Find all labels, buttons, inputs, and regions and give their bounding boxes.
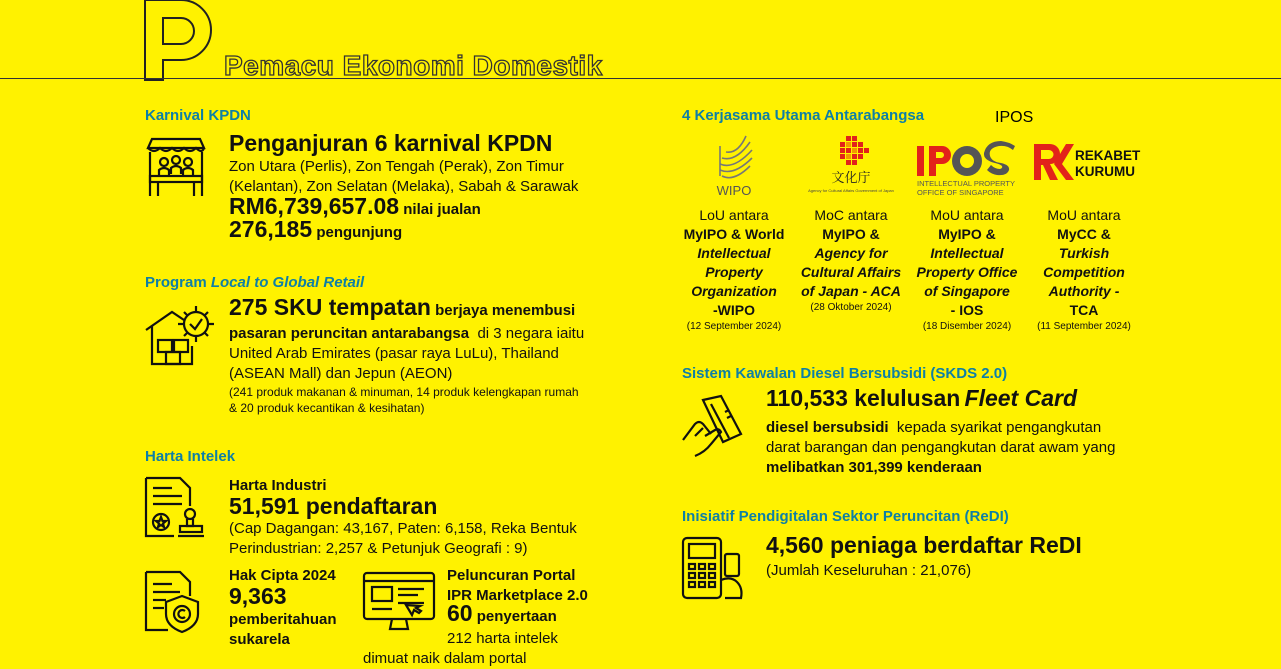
intl-item-date: (28 Oktober 2024) — [810, 302, 892, 313]
intl-item-l5: - IOS — [950, 302, 984, 318]
ipos-logo — [915, 109, 1034, 198]
aca-logo — [808, 134, 894, 198]
ip-portal-value: 60 — [447, 600, 473, 626]
intl-item-l5: -WIPO — [713, 302, 755, 318]
l2g-headline-rest: berjaya menembusi — [435, 302, 576, 319]
intl-item-l2: Agency for — [814, 245, 888, 261]
wipo-logo — [708, 132, 760, 198]
ip-portal-line2: dimuat naik dalam portal — [363, 650, 527, 667]
intl-item-l2: Intellectual — [930, 245, 1004, 261]
intl-item-tca — [1024, 206, 1144, 334]
skds-line1 — [766, 418, 1101, 438]
page-title: Pemacu Ekonomi Domestik — [224, 50, 603, 81]
section-title-l2g — [145, 274, 364, 291]
rekabet-logo-text2: KURUMU — [1075, 164, 1135, 179]
ip-copyright-line2: sukarela — [229, 631, 290, 648]
skds-line2: darat barangan dan pengangkutan darat awam yang — [766, 439, 1116, 456]
section-title-redi: Inisiatif Pendigitalan Sektor Peruncitan (ReDI) — [682, 508, 1009, 525]
l2g-line2 — [229, 324, 584, 344]
l2g-note-1: (241 produk makanan & minuman, 14 produk kelengkapan rumah — [229, 385, 579, 399]
karnival-visitors-value: 276,185 — [229, 216, 313, 242]
copyright-document-icon — [144, 570, 200, 634]
intl-item-type: MoU antara — [1047, 207, 1121, 223]
intl-item-l3: Competition — [1043, 264, 1125, 280]
skds-headline — [766, 385, 1078, 412]
intl-item-date: (18 Disember 2024) — [922, 321, 1012, 332]
l2g-line4: (ASEAN Mall) dan Jepun (AEON) — [229, 365, 453, 382]
intl-item-l1: MyIPO & World — [683, 226, 785, 242]
intl-item-l1: MyIPO & — [938, 226, 996, 242]
ip-portal-value-row — [447, 600, 557, 627]
ip-portal-label-1: Peluncuran Portal — [447, 567, 576, 584]
ip-industri-line1: (Cap Dagangan: 43,167, Paten: 6,158, Reka Bentuk — [229, 520, 577, 537]
skds-line3: melibatkan 301,399 kenderaan — [766, 459, 982, 476]
intl-item-l3: Property Office — [916, 264, 1018, 280]
skds-line1-bold: diesel bersubsidi — [766, 419, 889, 436]
l2g-line3: United Arab Emirates (pasar raya LuLu), Thailand — [229, 345, 559, 362]
section-title-ip: Harta Intelek — [145, 448, 236, 465]
ip-portal-label-2: IPR Marketplace 2.0 — [447, 587, 588, 604]
aca-logo-sub: Agency for Cultural Affairs Government of Japan — [808, 188, 894, 193]
skds-headline-value: 110,533 kelulusan — [766, 385, 961, 411]
ip-industri-value: 51,591 pendaftaran — [229, 493, 438, 519]
aca-logo-text: 文化庁 — [831, 171, 871, 186]
ip-portal-line1: 212 harta intelek — [447, 630, 558, 647]
skds-line1-rest: kepada syarikat pengangkutan — [896, 419, 1102, 436]
intl-item-aca — [791, 206, 911, 315]
karnival-sales-value: RM6,739,657.08 — [229, 193, 400, 219]
intl-item-l4: of Singapore — [924, 283, 1010, 299]
intl-item-type: MoU antara — [930, 207, 1004, 223]
intl-item-l3: Property — [705, 264, 763, 280]
intl-item-l2: Turkish — [1058, 245, 1110, 261]
karnival-sales-label: nilai jualan — [403, 201, 481, 218]
l2g-headline-row — [229, 294, 576, 321]
rekabet-logo-text1: REKABET — [1075, 148, 1141, 163]
ipos-logo-sub2: OFFICE OF SINGAPORE — [917, 188, 1004, 197]
header-rule — [0, 78, 1281, 79]
intl-item-l2: Intellectual — [697, 245, 771, 261]
fleet-card-hand-icon — [681, 394, 745, 458]
ip-copyright-value: 9,363 — [229, 583, 287, 609]
warehouse-gear-icon — [144, 302, 216, 366]
wipo-logo-text: WIPO — [716, 183, 752, 198]
intl-item-type: LoU antara — [699, 207, 769, 223]
intl-item-l4: Authority - — [1048, 283, 1120, 299]
intl-item-l4: of Japan - ACA — [801, 283, 901, 299]
karnival-zones-2: (Kelantan), Zon Selatan (Melaka), Sabah & Sarawak — [229, 178, 579, 195]
ipos-logo-text: IPOS — [995, 109, 1034, 126]
section-title-l2g-a: Program — [145, 274, 207, 291]
payment-terminal-icon — [681, 536, 745, 600]
redi-note: (Jumlah Keseluruhan : 21,076) — [766, 562, 972, 579]
karnival-zones-1: Zon Utara (Perlis), Zon Tengah (Perak), Zon Timur — [229, 158, 564, 175]
intl-item-l3: Cultural Affairs — [800, 264, 902, 280]
intl-item-l1: MyCC & — [1057, 226, 1111, 242]
l2g-line2-bold: pasaran peruncitan antarabangsa — [229, 325, 470, 342]
ip-portal-value-label: penyertaan — [476, 608, 557, 625]
intl-item-l1: MyIPO & — [822, 226, 880, 242]
rekabet-logo — [1032, 142, 1141, 184]
intl-item-date: (12 September 2024) — [686, 321, 782, 332]
section-title-karnival: Karnival KPDN — [145, 107, 251, 124]
redi-headline: 4,560 peniaga berdaftar ReDI — [766, 532, 1082, 558]
l2g-headline: 275 SKU tempatan — [229, 294, 431, 320]
ip-copyright-label: Hak Cipta 2024 — [229, 567, 336, 584]
l2g-note-2: & 20 produk kecantikan & kesihatan) — [229, 401, 425, 415]
l2g-line2-rest: di 3 negara iaitu — [477, 325, 585, 342]
intl-item-wipo — [674, 206, 794, 334]
intl-item-wipo-l1 — [674, 225, 794, 244]
intl-item-date: (11 September 2024) — [1037, 321, 1131, 332]
skds-headline-italic: Fleet Card — [964, 385, 1078, 411]
section-title-skds: Sistem Kawalan Diesel Bersubsidi (SKDS 2.0) — [682, 365, 1008, 382]
ip-copyright-line1: pemberitahuan — [229, 611, 337, 628]
karnival-headline: Penganjuran 6 karnival KPDN — [229, 130, 553, 156]
section-title-l2g-b: Local to Global Retail — [210, 274, 365, 291]
ip-industri-label: Harta Industri — [229, 477, 327, 494]
karnival-visitors-label: pengunjung — [316, 224, 403, 241]
ip-industri-line2: Perindustrian: 2,257 & Petunjuk Geografi : 9) — [229, 540, 528, 557]
intl-item-type: MoC antara — [814, 207, 888, 223]
intl-item-l5: TCA — [1069, 302, 1099, 318]
karnival-visitors — [229, 216, 403, 243]
market-stall-icon — [144, 136, 208, 198]
section-title-intl: 4 Kerjasama Utama Antarabangsa — [682, 107, 925, 124]
intl-item-ipos — [906, 206, 1028, 334]
ipos-logo-sub1: INTELLECTUAL PROPERTY — [917, 179, 1015, 188]
intl-item-l4: Organization — [691, 283, 777, 299]
header-p-logo — [143, 0, 213, 85]
certificate-stamp-icon — [144, 476, 206, 538]
web-portal-icon — [362, 571, 436, 631]
